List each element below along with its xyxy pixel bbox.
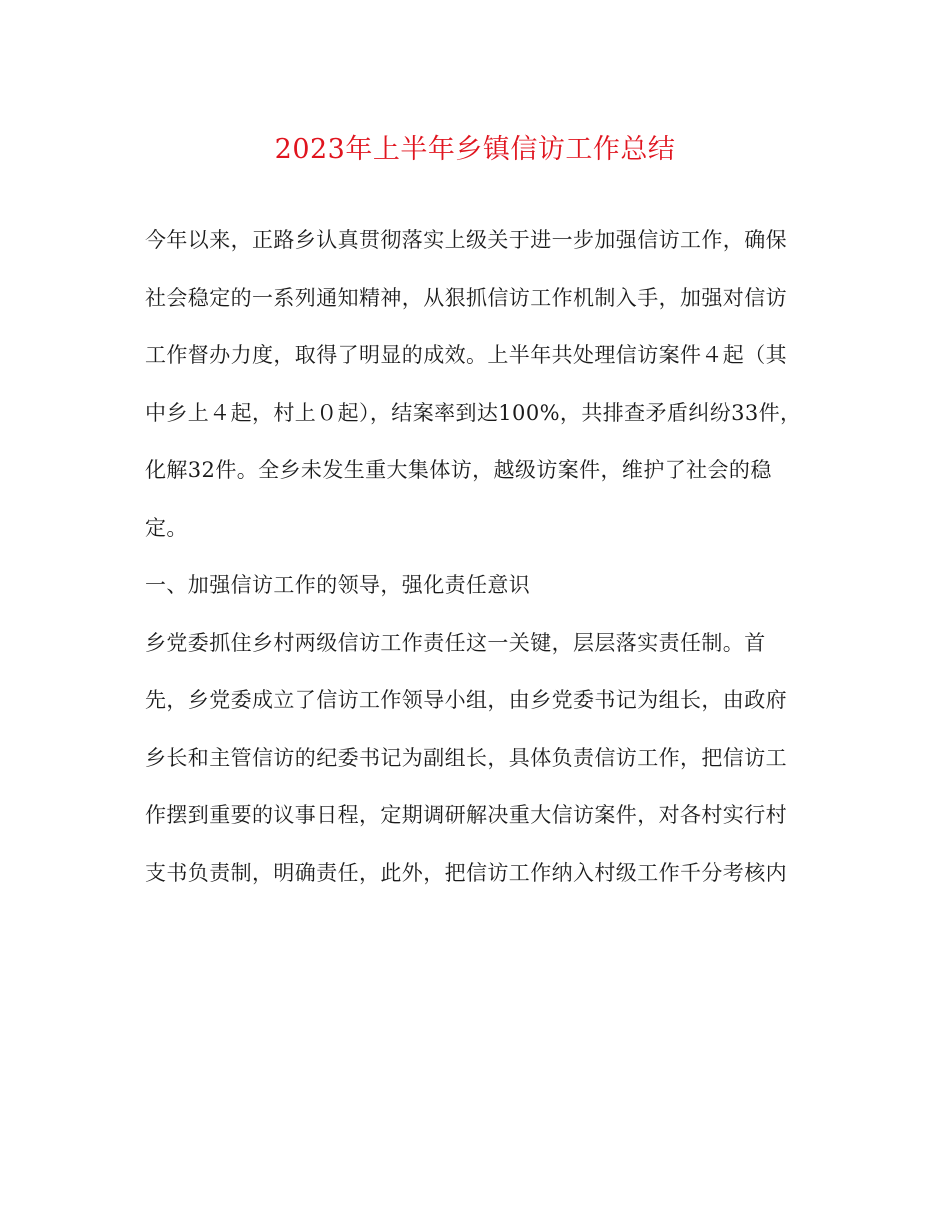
body-line: 今年以来，正路乡认真贯彻落实上级关于进一步加强信访工作，确保 bbox=[145, 228, 787, 252]
document-title: 2023年上半年乡镇信访工作总结 bbox=[274, 134, 676, 165]
body-line: 中乡上４起，村上０起），结案率到达100%，共排查矛盾纠纷33件， bbox=[145, 400, 802, 425]
section-heading: 一、加强信访工作的领导，强化责任意识 bbox=[145, 573, 531, 597]
body-line: 乡党委抓住乡村两级信访工作责任这一关键，层层落实责任制。首 bbox=[145, 630, 766, 655]
body-line: 先，乡党委成立了信访工作领导小组，由乡党委书记为组长，由政府 bbox=[145, 688, 787, 712]
body-line: 化解32件。全乡未发生重大集体访，越级访案件，维护了社会的稳 bbox=[145, 458, 772, 482]
body-line: 工作督办力度，取得了明显的成效。上半年共处理信访案件４起（其 bbox=[145, 343, 787, 367]
body-line: 作摆到重要的议事日程，定期调研解决重大信访案件，对各村实行村 bbox=[145, 803, 787, 827]
body-line: 支书负责制，明确责任，此外，把信访工作纳入村级工作千分考核内 bbox=[145, 860, 787, 885]
document-body bbox=[145, 212, 805, 902]
body-line: 乡长和主管信访的纪委书记为副组长，具体负责信访工作，把信访工 bbox=[145, 745, 787, 770]
body-line: 社会稳定的一系列通知精神，从狠抓信访工作机制入手，加强对信访 bbox=[145, 285, 787, 310]
body-line: 定。 bbox=[145, 515, 188, 540]
